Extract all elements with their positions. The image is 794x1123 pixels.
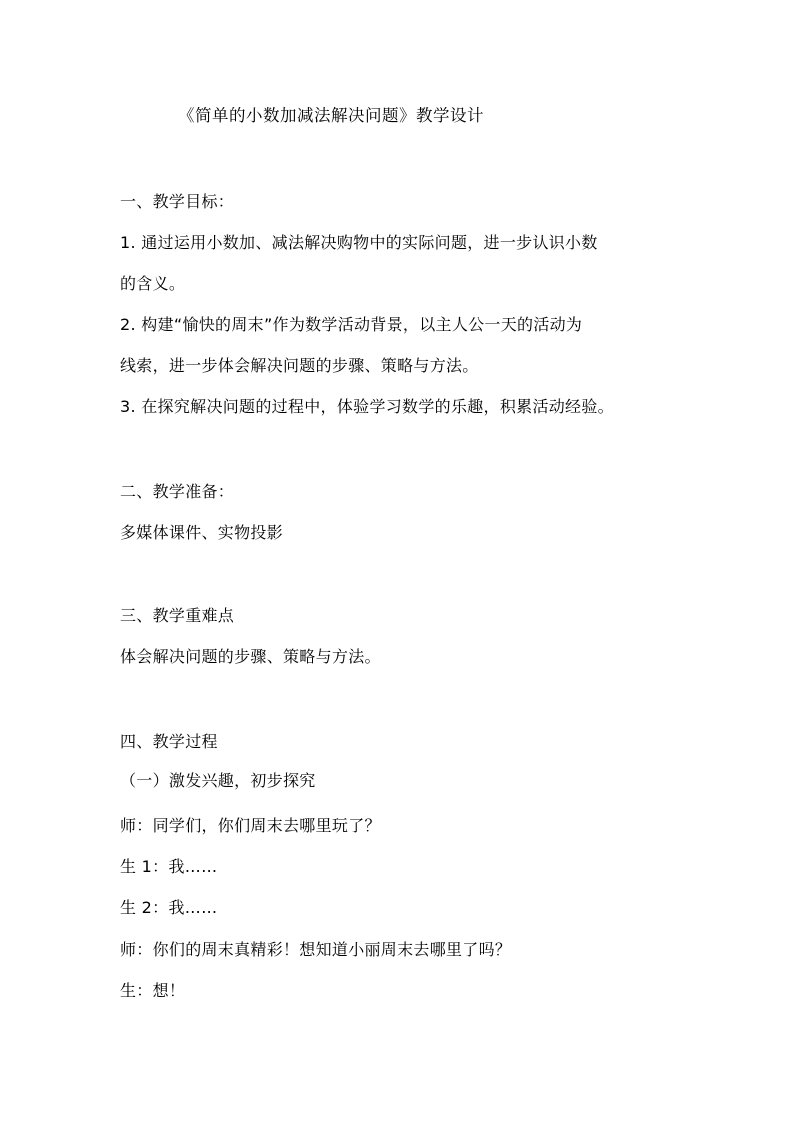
objective-item-1: 1. 通过运用小数加、减法解决购物中的实际问题，进一步认识小数	[120, 233, 598, 252]
dialogue-line: 生 1：我……	[120, 857, 218, 876]
document-title: 《简单的小数加减法解决问题》教学设计	[178, 106, 484, 125]
objective-item-2: 2. 构建“愉快的周末”作为数学活动背景，以主人公一天的活动为	[120, 315, 583, 334]
section-heading-key-points: 三、教学重难点	[120, 606, 235, 625]
dialogue-line: 师：同学们，你们周末去哪里玩了？	[120, 816, 381, 835]
objective-item-2-continued: 线索，进一步体会解决问题的步骤、策略与方法。	[120, 356, 479, 375]
objective-item-1-continued: 的含义。	[120, 274, 186, 293]
dialogue-line: 生：想！	[120, 981, 186, 1000]
dialogue-line: 师：你们的周末真精彩！想知道小丽周末去哪里了吗？	[120, 940, 512, 959]
section-heading-process: 四、教学过程	[120, 732, 218, 751]
dialogue-line: 生 2：我……	[120, 898, 218, 917]
key-points-content: 体会解决问题的步骤、策略与方法。	[120, 647, 381, 666]
process-subheading: （一）激发兴趣，初步探究	[120, 771, 316, 790]
preparation-content: 多媒体课件、实物投影	[120, 523, 284, 542]
section-heading-preparation: 二、教学准备：	[120, 482, 235, 501]
section-heading-objectives: 一、教学目标：	[120, 192, 235, 211]
objective-item-3: 3. 在探究解决问题的过程中，体验学习数学的乐趣，积累活动经验。	[120, 397, 614, 416]
